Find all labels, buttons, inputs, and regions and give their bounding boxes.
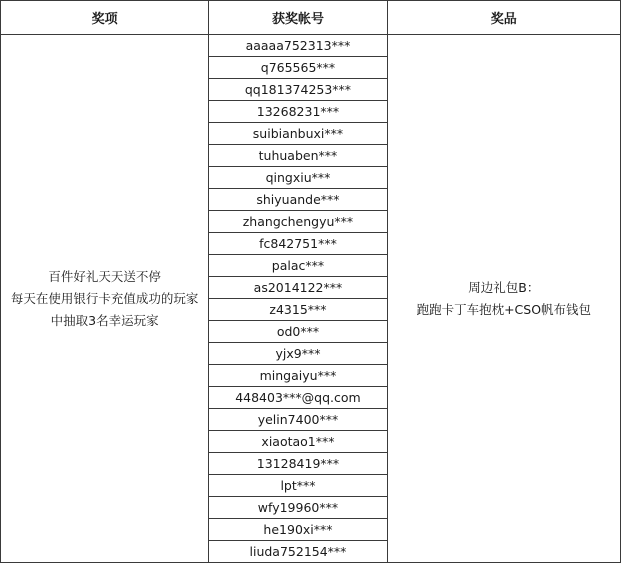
header-prize-item: 奖项 <box>1 1 209 35</box>
table-header-row <box>1 1 621 35</box>
winner-account-cell: q765565*** <box>209 57 387 79</box>
winner-account-cell: wfy19960*** <box>209 497 387 519</box>
winner-account-cell: 13268231*** <box>209 101 387 123</box>
winner-account-cell: zhangchengyu*** <box>209 211 387 233</box>
prize-description-line: 每天在使用银行卡充值成功的玩家 <box>10 290 199 306</box>
header-reward: 奖品 <box>387 1 620 35</box>
prize-description-line: 百件好礼天天送不停 <box>48 268 161 284</box>
winner-account-cell: fc842751*** <box>209 233 387 255</box>
winner-account-cell: palac*** <box>209 255 387 277</box>
winner-account-cell: shiyuande*** <box>209 189 387 211</box>
header-winner-account: 获奖帐号 <box>209 1 387 35</box>
winner-account-cell: lpt*** <box>209 475 387 497</box>
winner-account-cell: 13128419*** <box>209 453 387 475</box>
reward-line: 周边礼包B： <box>468 279 540 295</box>
winner-account-cell: mingaiyu*** <box>209 365 387 387</box>
winner-account-cell: yelin7400*** <box>209 409 387 431</box>
table-body <box>1 35 621 563</box>
winner-account-cell: qq181374253*** <box>209 79 387 101</box>
winner-account-cell: tuhuaben*** <box>209 145 387 167</box>
winner-account-cell: liuda752154*** <box>209 541 387 563</box>
winner-account-cell: qingxiu*** <box>209 167 387 189</box>
prize-description-cell <box>1 35 209 563</box>
reward-cell <box>387 35 620 563</box>
winner-account-cell: xiaotao1*** <box>209 431 387 453</box>
prize-description-line: 中抽取3名幸运玩家 <box>50 312 159 328</box>
winner-account-cell: suibianbuxi*** <box>209 123 387 145</box>
winner-account-cell: he190xi*** <box>209 519 387 541</box>
winner-account-cell: aaaaa752313*** <box>209 35 387 57</box>
winner-account-cell: z4315*** <box>209 299 387 321</box>
winner-account-cell: 448403***@qq.com <box>209 387 387 409</box>
winner-account-cell: yjx9*** <box>209 343 387 365</box>
table-row <box>1 35 621 57</box>
winner-account-cell: as2014122*** <box>209 277 387 299</box>
reward-line: 跑跑卡丁车抱枕+CSO帆布钱包 <box>416 301 592 317</box>
winner-account-cell: od0*** <box>209 321 387 343</box>
